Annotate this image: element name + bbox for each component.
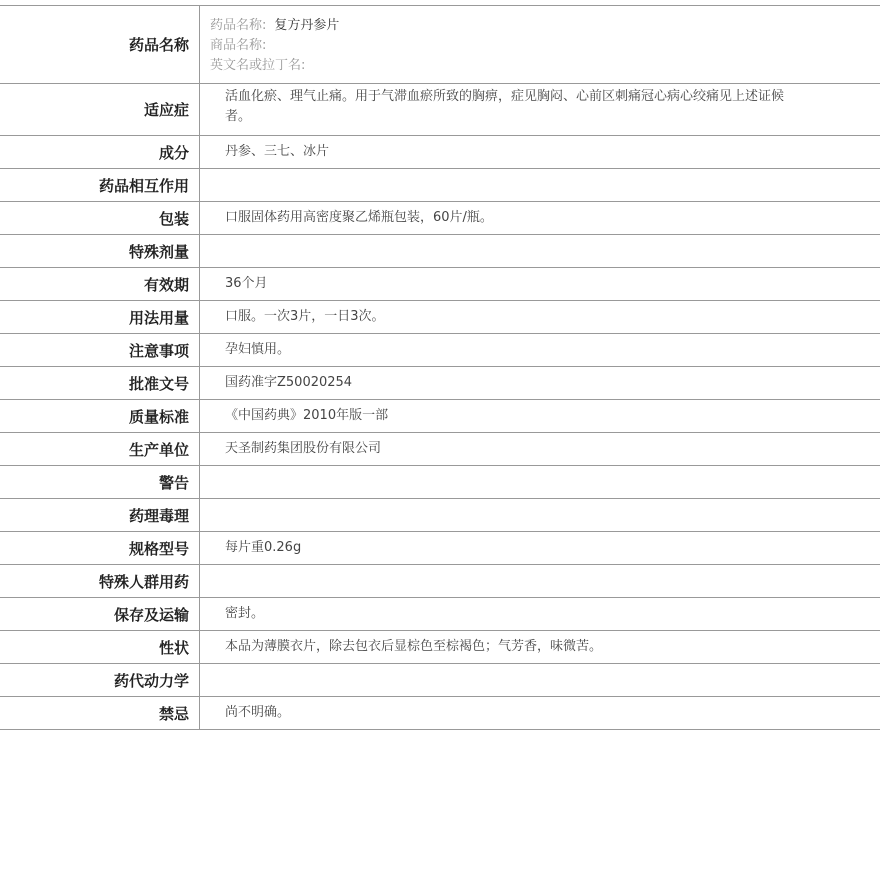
row-label: 适应症 — [0, 84, 200, 135]
row-value — [200, 235, 880, 267]
row-value: 国药准字Z50020254 — [225, 375, 353, 390]
row-label: 药理毒理 — [0, 499, 200, 531]
row-value: 孕妇慎用。 — [225, 342, 291, 357]
row-value: 尚不明确。 — [225, 705, 291, 720]
drug-name-key: 药品名称: — [210, 18, 267, 33]
row-validity — [0, 268, 880, 301]
row-label: 特殊人群用药 — [0, 565, 200, 597]
row-spec — [0, 532, 880, 565]
row-label: 有效期 — [0, 268, 200, 300]
row-value: 口服固体药用高密度聚乙烯瓶包装，60片/瓶。 — [225, 210, 493, 225]
row-manufacturer — [0, 433, 880, 466]
row-label: 批准文号 — [0, 367, 200, 399]
row-value: 《中国药典》2010年版一部 — [225, 408, 389, 423]
row-pharmacokinetics — [0, 664, 880, 697]
row-label: 药品相互作用 — [0, 169, 200, 201]
row-label: 包装 — [0, 202, 200, 234]
row-special-dose — [0, 235, 880, 268]
row-label: 特殊剂量 — [0, 235, 200, 267]
row-notes — [0, 334, 880, 367]
row-value: 天圣制药集团股份有限公司 — [225, 441, 382, 456]
row-label: 用法用量 — [0, 301, 200, 333]
row-value: 丹参、三七、冰片 — [225, 144, 330, 159]
row-label: 药品名称 — [0, 6, 200, 83]
row-interactions — [0, 169, 880, 202]
row-usage — [0, 301, 880, 334]
row-value: 密封。 — [225, 606, 265, 621]
row-package — [0, 202, 880, 235]
row-value — [200, 565, 880, 597]
row-value — [200, 499, 880, 531]
row-value: 每片重0.26g — [225, 540, 302, 555]
row-value: 36个月 — [225, 276, 268, 291]
row-appearance — [0, 631, 880, 664]
row-value — [200, 466, 880, 498]
row-label: 药代动力学 — [0, 664, 200, 696]
row-indication — [0, 84, 880, 136]
row-drug-name — [0, 6, 880, 84]
english-name-key: 英文名或拉丁名: — [210, 58, 306, 73]
row-label: 规格型号 — [0, 532, 200, 564]
row-contraindications — [0, 697, 880, 730]
row-approval — [0, 367, 880, 400]
row-value: 口服。一次3片，一日3次。 — [225, 309, 385, 324]
row-label: 成分 — [0, 136, 200, 168]
row-value: 本品为薄膜衣片，除去包衣后显棕色至棕褐色；气芳香，味微苦。 — [225, 639, 603, 654]
drug-name-block — [200, 6, 880, 83]
row-label: 生产单位 — [0, 433, 200, 465]
trade-name-key: 商品名称: — [210, 38, 267, 53]
english-name-line — [210, 56, 788, 76]
row-value: 活血化瘀、理气止痛。用于气滞血瘀所致的胸痹，症见胸闷、心前区刺痛冠心病心绞痛见上述证候者。 — [225, 89, 785, 124]
row-label: 保存及运输 — [0, 598, 200, 630]
row-label: 禁忌 — [0, 697, 200, 729]
row-special-groups — [0, 565, 880, 598]
row-label: 警告 — [0, 466, 200, 498]
row-ingredients — [0, 136, 880, 169]
row-value — [200, 664, 880, 696]
row-storage — [0, 598, 880, 631]
drug-name-line — [210, 16, 788, 36]
row-standard — [0, 400, 880, 433]
drug-name-value: 复方丹参片 — [274, 18, 340, 33]
row-warning — [0, 466, 880, 499]
row-label: 性状 — [0, 631, 200, 663]
trade-name-line — [210, 36, 788, 56]
drug-info-table — [0, 5, 880, 730]
row-toxicology — [0, 499, 880, 532]
row-label: 注意事项 — [0, 334, 200, 366]
row-value — [200, 169, 880, 201]
row-label: 质量标准 — [0, 400, 200, 432]
